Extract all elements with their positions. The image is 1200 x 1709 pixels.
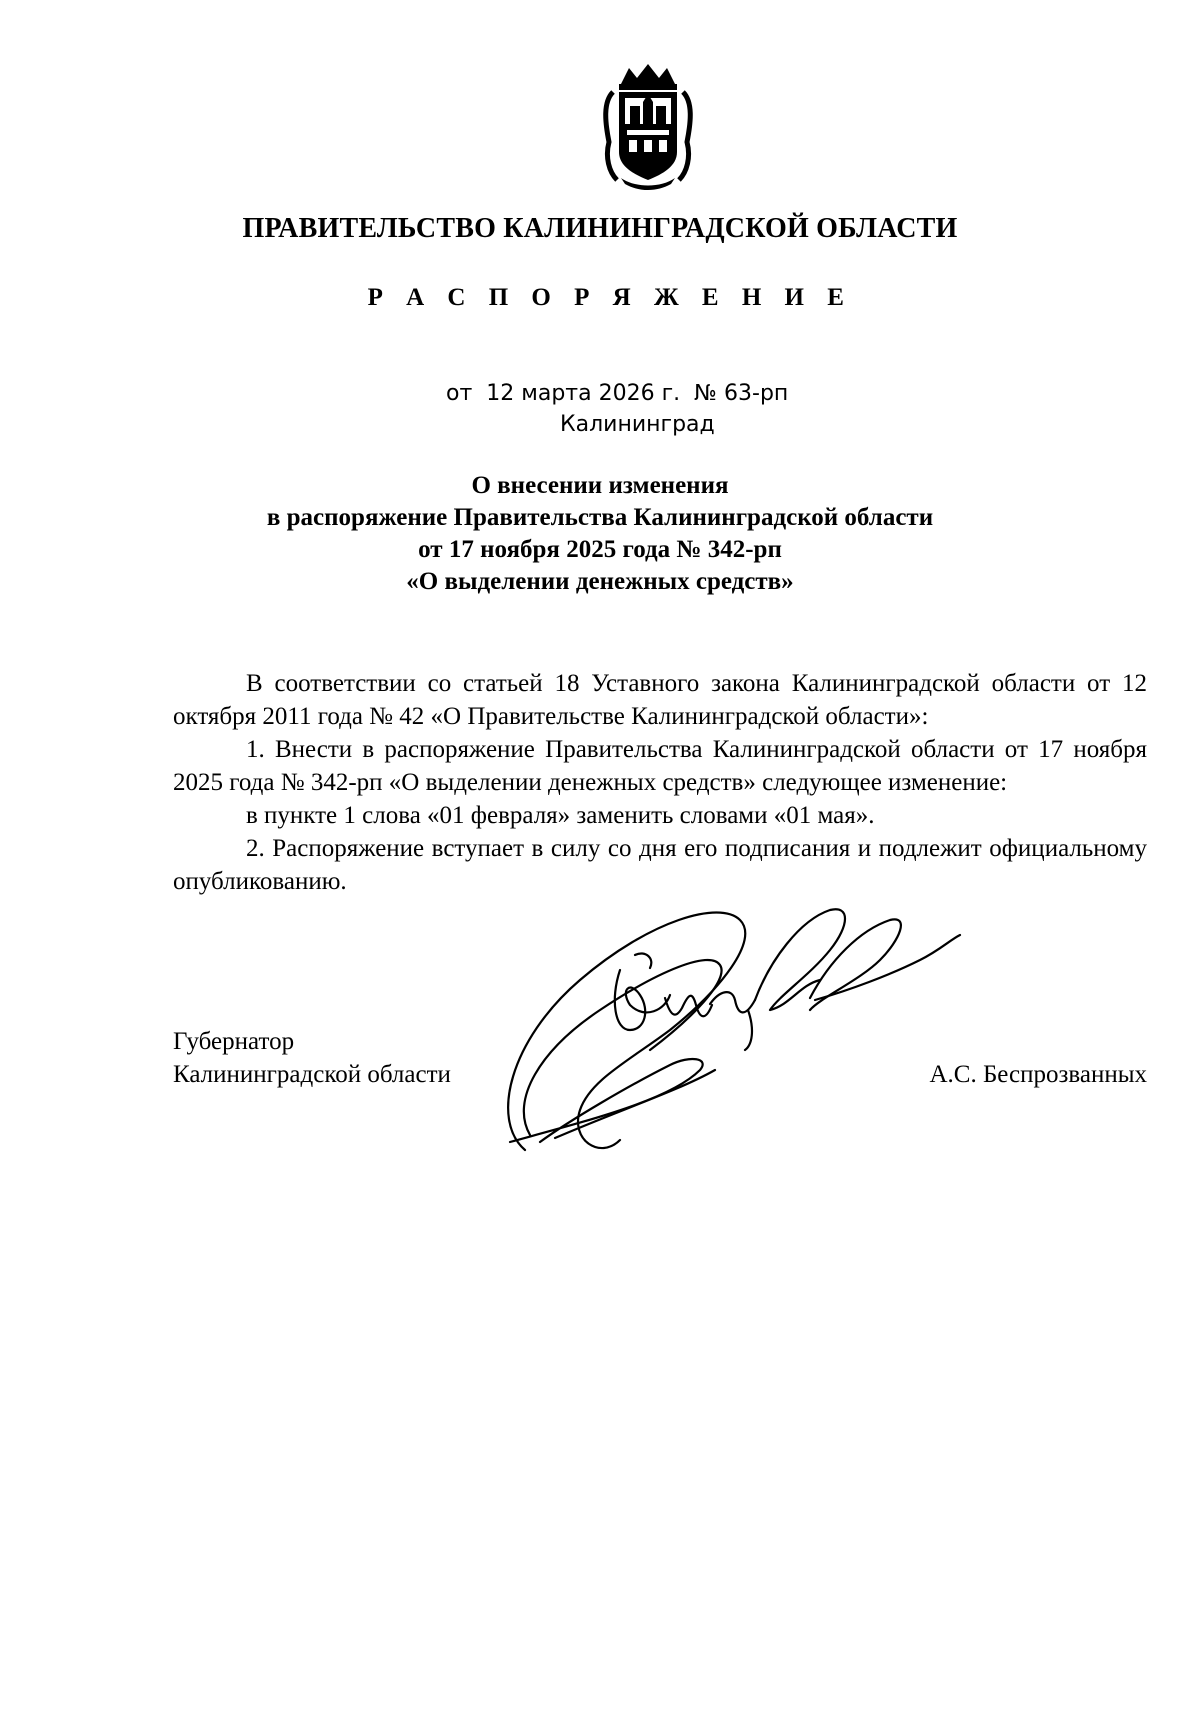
document-type: Р А С П О Р Я Ж Е Н И Е bbox=[367, 284, 853, 311]
signer-title-line: Калининградской области bbox=[173, 1061, 451, 1088]
coat-of-arms-icon bbox=[599, 62, 697, 190]
body-paragraph: В соответствии со статьей 18 Уставного закона Калининградской области от 12 октября 2011 года № 42 «О Правительстве Калининградской области»: bbox=[173, 670, 1147, 730]
subject-line: в распоряжение Правительства Калининградской области bbox=[266, 504, 934, 531]
document-number: № 63-рп bbox=[694, 381, 789, 406]
subject-line: О внесении изменения bbox=[471, 472, 729, 499]
document-date: 12 марта 2026 г. bbox=[486, 381, 681, 406]
document-body bbox=[173, 667, 1147, 898]
signer-name: А.С. Беспрозванных bbox=[929, 1061, 1147, 1088]
subject-line: «О выделении денежных средств» bbox=[406, 568, 794, 595]
document-city: Калининград bbox=[560, 412, 715, 437]
body-paragraph: 1. Внести в распоряжение Правительства Калининградской области от 17 ноября 2025 года № 342-рп «О выделении денежных средств» следующее изменение: bbox=[173, 736, 1147, 796]
document-date-line bbox=[446, 381, 788, 406]
signer-title-line: Губернатор bbox=[173, 1028, 295, 1055]
signer-title bbox=[173, 1025, 451, 1091]
body-paragraph: в пункте 1 слова «01 февраля» заменить словами «01 мая». bbox=[246, 802, 875, 829]
document-subject bbox=[0, 470, 1200, 598]
subject-line: от 17 ноября 2025 года № 342-рп bbox=[418, 536, 782, 563]
date-prefix: от bbox=[446, 381, 473, 406]
body-paragraph: 2. Распоряжение вступает в силу со дня его подписания и подлежит официальному опубликованию. bbox=[173, 835, 1147, 895]
handwritten-signature bbox=[470, 880, 970, 1180]
organization-title: ПРАВИТЕЛЬСТВО КАЛИНИНГРАДСКОЙ ОБЛАСТИ bbox=[242, 213, 958, 244]
